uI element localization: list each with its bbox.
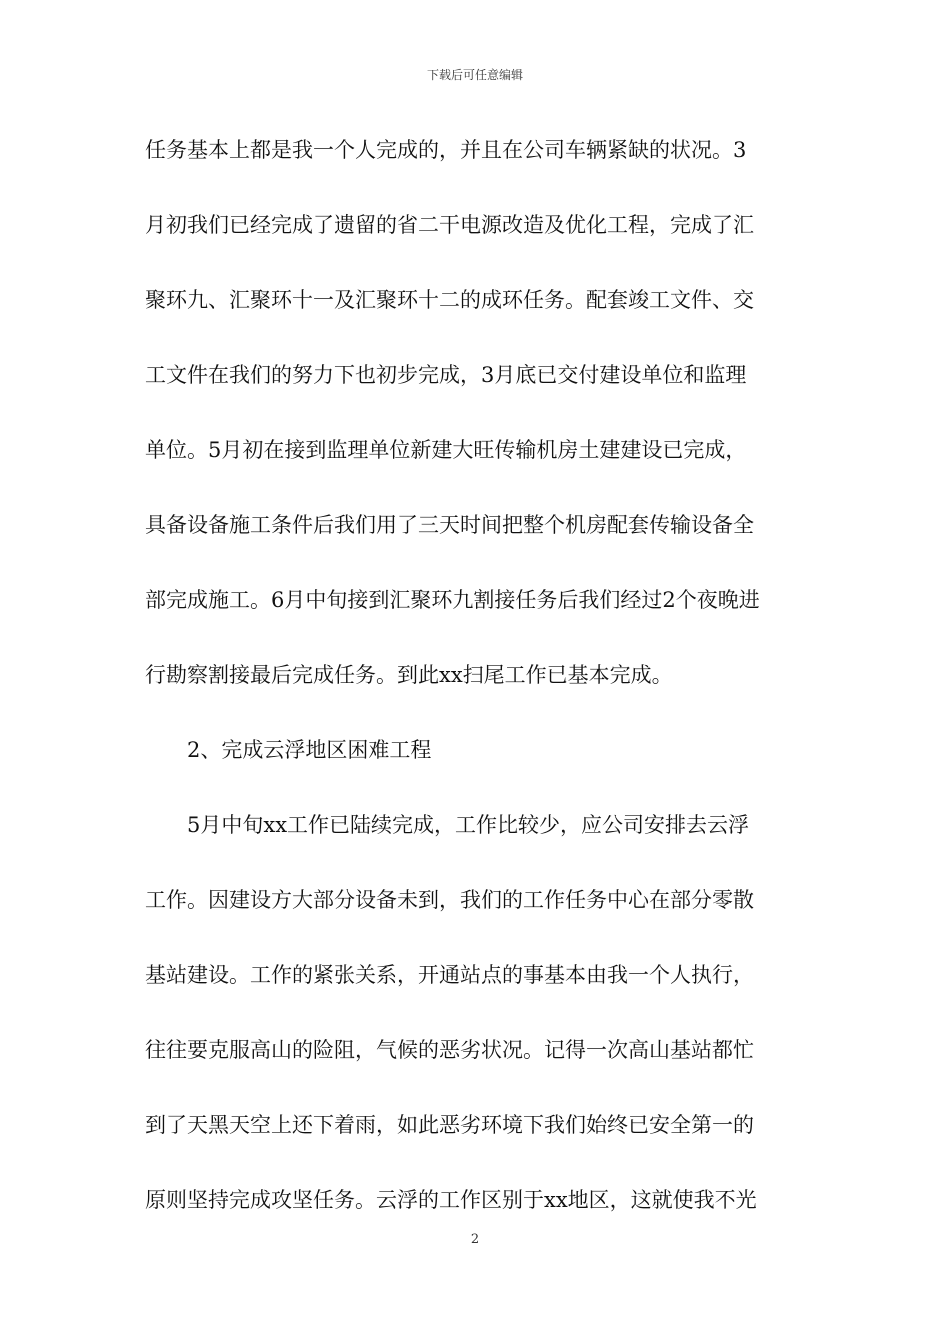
text-line: 工文件在我们的努力下也初步完成，3月底已交付建设单位和监理 (145, 363, 747, 387)
text-line: 月初我们已经完成了遗留的省二干电源改造及优化工程，完成了汇 (145, 213, 754, 237)
text-line: 到了天黑天空上还下着雨，如此恶劣环境下我们始终已安全第一的 (145, 1113, 754, 1137)
text-line: 具备设备施工条件后我们用了三天时间把整个机房配套传输设备全 (145, 513, 754, 537)
text-line: 基站建设。工作的紧张关系，开通站点的事基本由我一个人执行， (145, 963, 754, 987)
text-line: 5月中旬xx工作已陆续完成，工作比较少，应公司安排去云浮 (187, 813, 750, 837)
text-line: 单位。5月初在接到监理单位新建大旺传输机房土建建设已完成， (145, 438, 747, 462)
body-text (145, 128, 810, 1253)
page-header: 下载后可任意编辑 (426, 68, 523, 82)
text-line: 往往要克服高山的险阻，气候的恶劣状况。记得一次高山基站都忙 (145, 1038, 754, 1062)
text-line: 行勘察割接最后完成任务。到此xx扫尾工作已基本完成。 (145, 663, 673, 687)
text-line: 部完成施工。6月中旬接到汇聚环九割接任务后我们经过2个夜晚进 (145, 588, 760, 612)
text-line: 任务基本上都是我一个人完成的，并且在公司车辆紧缺的状况。3 (145, 138, 747, 162)
text-line: 工作。因建设方大部分设备未到，我们的工作任务中心在部分零散 (145, 888, 754, 912)
text-line: 原则坚持完成攻坚任务。云浮的工作区别于xx地区，这就使我不光 (145, 1188, 757, 1212)
text-line: 聚环九、汇聚环十一及汇聚环十二的成环任务。配套竣工文件、交 (145, 288, 754, 312)
section-heading: 2、完成云浮地区困难工程 (187, 738, 432, 762)
page-number: 2 (470, 1232, 480, 1247)
